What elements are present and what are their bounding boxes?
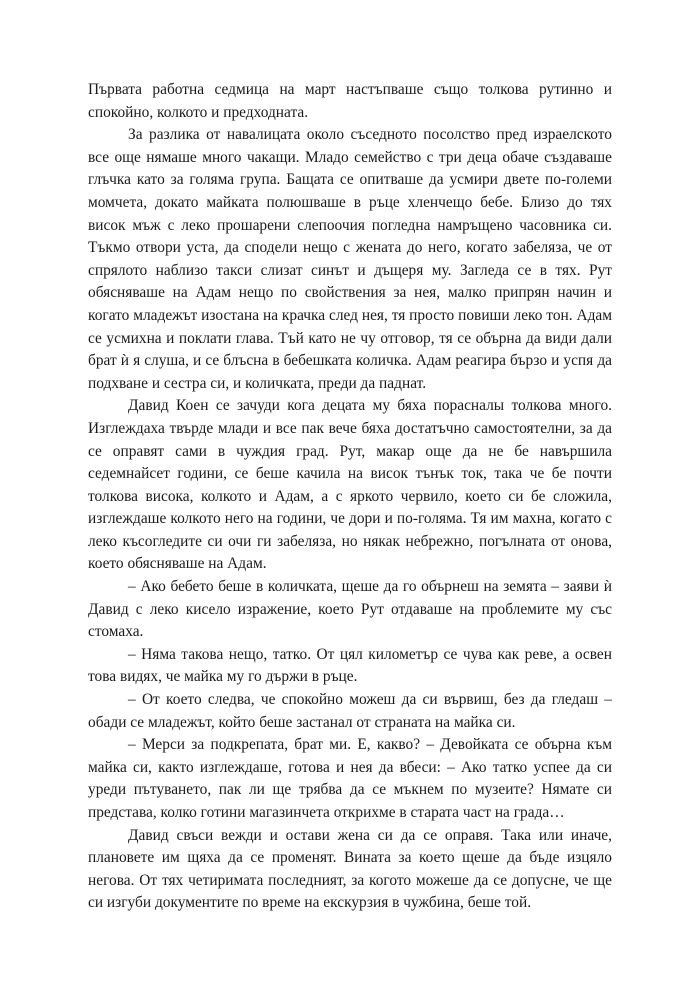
paragraph-6: – От което следва, че спокойно можеш да си вървиш, без да гледаш – обади се младежът, който беше застанал от страната на майка си. (88, 691, 612, 731)
paragraph-3: Давид Коен се зачуди кога децата му бяха порасналы толкова много. Изглеждаха твърде млади и все пак вече бяха достатъчно самостоятелни, за да се оправят сами в чуждия град. Рут, макар още да не бе навършила седемнайсет години, се беше качила на висок тънък ток, така че бе почти толкова висока, колкото и Адам, а с яркото червило, което си бе сложила, изглеждаше колкото него на години, че дори и по-голяма. Тя им махна, когато с леко късогледите си очи ги забеляза, но някак небрежно, погълната от онова, което обясняваше на Адам. (88, 397, 612, 573)
paragraph-5: – Няма такова нещо, татко. От цял километър се чува как реве, а освен това видях, че майка му го държи в ръце. (88, 645, 612, 686)
paragraph-8: Давид свъси вежди и остави жена си да се оправя. Така или иначе, плановете им щяха да се променят. Вината за което щеше да бъде изцяло негова. От тях четиримата последният, за когото можеше да се допусне, че ще си изгуби документите по време на екскурзия в чужбина, беше той. (88, 826, 612, 912)
paragraph-4: – Ако бебето беше в количката, щеше да го обърнеш на земята – заяви ѝ Давид с леко кисело изражение, което Рут отдаваше на проблемите му със стомаха. (88, 578, 612, 641)
paragraph-2: За разлика от навалицата около съседното посолство пред израелското все още нямаше много чакащи. Младо семейство с три деца обаче създаваше глъчка като за голяма група. Бащата се опитваше да усмири двете по-големи момчета, докато майката полюшваше в ръце хленчещо бебе. Близо до тях висок мъж с леко прошарени слепоочия погледна намръщено часовника си. Тъкмо отвори уста, да сподели нещо с жената до него, когато забеляза, че от спрялото наблизо такси слизат синът и дъщеря му. Загледа се в тях. Рут обясняваше на Адам нещо по свойствения за нея, малко припрян начин и когато младежът изостана на крачка след нея, тя просто повиши леко тон. Адам се усмихна и поклати глава. Тъй като не чу отговор, тя се обърна да види дали брат ѝ я слуша, и се блъсна в бебешката количка. Адам реагира бързо и успя да подхване и сестра си, и количката, преди да паднат. (88, 126, 612, 392)
paragraph-1: Първата работна седмица на март настъпваше също толкова рутинно и спокойно, колкото и предходната. (88, 81, 612, 121)
document-body (88, 79, 612, 915)
paragraph-7: – Мерси за подкрепата, брат ми. Е, какво? – Девойката се обърна към майка си, както изглеждаше, готова и нея да вбеси: – Ако татко успее да си уреди пътуването, пак ли ще трябва да се мъкнем по музеите? Нямате си представа, колко готини магазинчета открихме в старата част на града… (88, 736, 612, 821)
